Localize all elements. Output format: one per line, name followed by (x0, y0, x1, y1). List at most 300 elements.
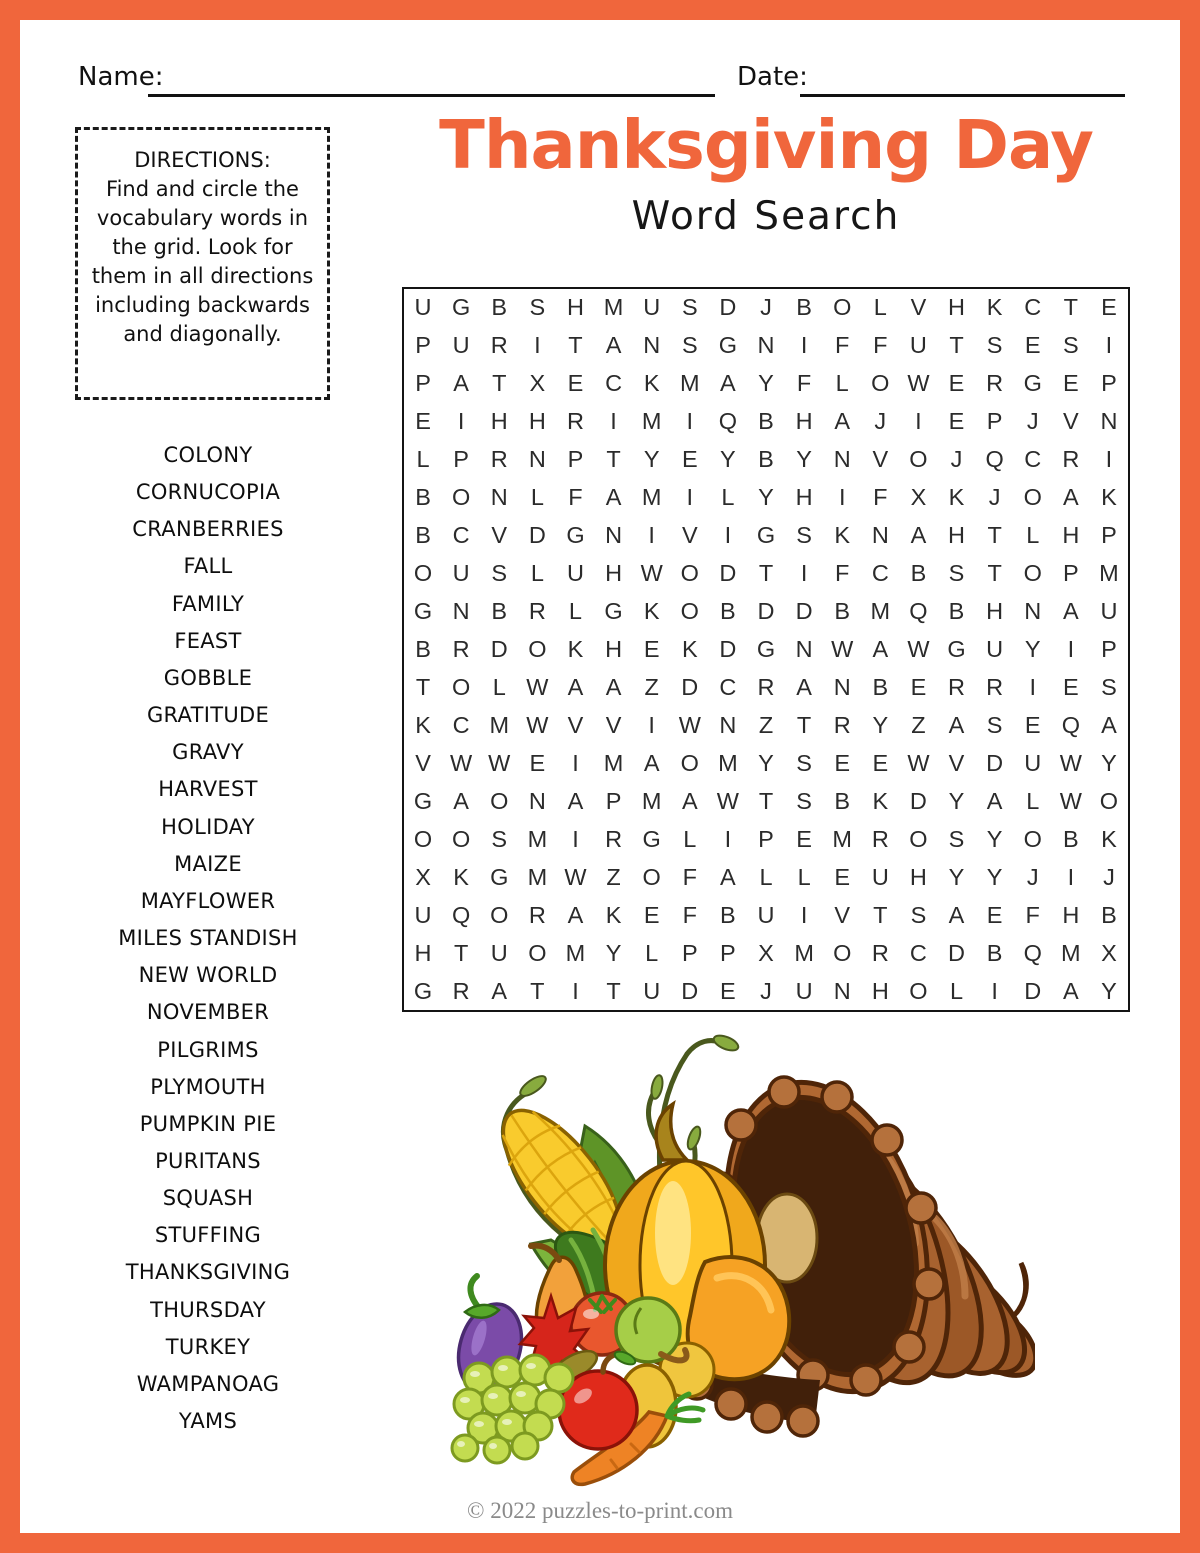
grid-letter: R (833, 711, 851, 738)
grid-letter: L (530, 560, 544, 587)
cornucopia-illustration (435, 1028, 1035, 1498)
grid-letter: U (871, 863, 889, 890)
grid-letter: O (1023, 560, 1042, 587)
grid-letter: M (641, 408, 662, 435)
grid-letter: S (681, 332, 698, 359)
grid-letter: H (795, 484, 813, 511)
grid-letter: E (872, 749, 889, 776)
word-list-item: HARVEST (158, 777, 258, 802)
grid-letter: B (948, 598, 965, 625)
grid-letter: V (681, 522, 698, 549)
grid-letter: D (795, 598, 813, 625)
grid-letter: W (907, 635, 930, 662)
grid-letter: L (568, 598, 582, 625)
grid-letter: R (986, 370, 1004, 397)
word-list-item: FAMILY (171, 591, 245, 616)
grid-letter: L (530, 484, 544, 511)
grid-letter: O (452, 673, 471, 700)
grid-letter: I (648, 522, 655, 549)
grid-letter: V (491, 522, 508, 549)
grid-letter: M (718, 749, 738, 776)
grid-letter: Q (1061, 711, 1080, 738)
grid-letter: N (757, 332, 775, 359)
grid-letter: K (605, 901, 622, 928)
word-list-item: NOVEMBER (146, 1000, 270, 1025)
grid-letter: Y (720, 446, 736, 473)
date-blank-line[interactable] (800, 94, 1125, 97)
grid-letter: E (567, 370, 584, 397)
grid-letter: I (1105, 332, 1113, 359)
grid-letter: G (642, 825, 661, 852)
grid-letter: E (643, 901, 660, 928)
grid-letter: F (682, 901, 697, 928)
grid-letter: W (1059, 787, 1082, 814)
grid-letter: U (452, 332, 470, 359)
grid-letter: F (568, 484, 583, 511)
grid-letter: Y (986, 825, 1003, 852)
word-list (58, 437, 358, 1440)
grid-letter: B (1101, 901, 1117, 928)
grid-letter: M (527, 863, 548, 890)
grid-letter: D (757, 598, 775, 625)
grid-letter: N (1024, 598, 1042, 625)
grid-letter: A (605, 332, 622, 359)
grid-letter: I (686, 408, 694, 435)
grid-letter: I (572, 977, 579, 1004)
grid-letter: I (1067, 863, 1075, 890)
grid-letter: M (679, 370, 700, 397)
grid-letter: O (680, 560, 699, 587)
grid-letter: H (490, 408, 508, 435)
grid-letter: Y (948, 863, 965, 890)
grid-letter: R (757, 673, 775, 700)
grid-letter: V (567, 711, 584, 738)
grid-letter: Q (718, 408, 738, 435)
grid-letter: A (567, 673, 584, 700)
grid-letter: V (910, 294, 927, 321)
grid-letter: I (1105, 446, 1113, 473)
grid-letter: V (1062, 408, 1079, 435)
grid-letter: U (986, 635, 1004, 662)
grid-letter: B (910, 560, 927, 587)
grid-letter: A (567, 901, 584, 928)
grid-letter: S (796, 749, 812, 776)
grid-letter: B (986, 939, 1003, 966)
grid-letter: G (604, 598, 623, 625)
grid-letter: N (528, 446, 546, 473)
word-list-item: FALL (183, 554, 233, 579)
grid-letter: P (453, 446, 469, 473)
grid-letter: L (721, 484, 735, 511)
grid-letter: C (719, 673, 737, 700)
page-title: Thanksgiving Day (439, 106, 1093, 184)
grid-letter: L (873, 294, 887, 321)
grid-letter: M (565, 939, 586, 966)
page-subtitle: Word Search (631, 194, 901, 239)
grid-letter: N (719, 711, 737, 738)
grid-letter: A (1062, 484, 1079, 511)
grid-letter: W (907, 370, 930, 397)
grid-letter: S (1062, 332, 1079, 359)
grid-letter: N (452, 598, 470, 625)
grid-letter: T (987, 560, 1002, 587)
grid-letter: W (526, 673, 549, 700)
grid-letter: P (415, 332, 431, 359)
word-list-item: MAYFLOWER (140, 888, 276, 913)
word-list-item: GRATITUDE (146, 703, 270, 728)
grid-letter: Z (606, 863, 621, 890)
grid-letter: E (720, 977, 736, 1004)
grid-letter: E (1062, 673, 1079, 700)
grid-letter: E (1062, 370, 1079, 397)
grid-letter: M (641, 787, 662, 814)
grid-letter: Y (1024, 635, 1041, 662)
grid-letter: H (1062, 522, 1080, 549)
grid-letter: T (796, 711, 812, 738)
grid-letter: F (835, 332, 850, 359)
grid-letter: F (835, 560, 850, 587)
grid-letter: V (834, 901, 851, 928)
grid-letter: X (758, 939, 774, 966)
grid-letter: G (566, 522, 585, 549)
grid-letter: Q (985, 446, 1004, 473)
grid-letter: V (948, 749, 965, 776)
grid-letter: O (1023, 825, 1042, 852)
grid-letter: B (796, 294, 812, 321)
grid-letter: W (716, 787, 739, 814)
grid-letter: S (796, 522, 812, 549)
word-list-item: WAMPANOAG (136, 1371, 280, 1396)
grid-letter: T (606, 446, 621, 473)
grid-letter: A (948, 901, 965, 928)
grid-letter: I (457, 408, 465, 435)
grid-letter: S (948, 560, 965, 587)
grid-letter: E (834, 749, 851, 776)
grid-letter: A (720, 370, 736, 397)
grid-letter: B (415, 484, 431, 511)
grid-letter: E (643, 635, 660, 662)
grid-letter: W (450, 749, 473, 776)
grid-letter: P (986, 408, 1003, 435)
grid-letter: O (833, 939, 852, 966)
grid-letter: W (488, 749, 511, 776)
puzzle-grid (402, 287, 1130, 1012)
grid-letter: H (948, 294, 966, 321)
grid-letter: O (909, 446, 928, 473)
grid-letter: O (642, 863, 661, 890)
grid-letter: B (491, 294, 508, 321)
grid-letter: Y (948, 787, 965, 814)
word-list-item: MAIZE (174, 851, 242, 876)
grid-letter: B (720, 901, 736, 928)
grid-letter: Q (1023, 939, 1042, 966)
grid-letter: Y (605, 939, 622, 966)
grid-letter: B (834, 598, 851, 625)
grid-letter: K (643, 370, 660, 397)
grid-letter: Y (1101, 977, 1117, 1004)
grid-letter: N (833, 446, 851, 473)
grid-letter: J (988, 484, 1001, 511)
grid-letter: G (1023, 370, 1042, 397)
grid-letter: K (681, 635, 698, 662)
grid-letter: N (871, 522, 889, 549)
grid-letter: T (492, 370, 507, 397)
grid-letter: C (452, 522, 470, 549)
grid-letter: S (491, 825, 508, 852)
grid-letter: O (452, 825, 471, 852)
word-list-item: STUFFING (154, 1223, 262, 1248)
grid-letter: E (986, 901, 1003, 928)
grid-letter: J (1103, 863, 1115, 890)
grid-letter: A (643, 749, 660, 776)
grid-letter: T (758, 787, 774, 814)
grid-letter: M (603, 294, 624, 321)
grid-letter: E (681, 446, 698, 473)
grid-letter: N (1100, 408, 1118, 435)
word-list-item: YAMS (178, 1409, 238, 1434)
grid-letter: X (1101, 939, 1117, 966)
directions-heading: DIRECTIONS: (134, 148, 271, 172)
grid-letter: T (453, 939, 469, 966)
grid-letter: O (909, 825, 928, 852)
grid-letter: E (796, 825, 812, 852)
grid-letter: C (605, 370, 623, 397)
grid-letter: L (492, 673, 506, 700)
grid-letter: K (1101, 825, 1117, 852)
grid-letter: B (758, 446, 774, 473)
grid-letter: V (415, 749, 431, 776)
grid-letter: I (1029, 673, 1036, 700)
grid-letter: L (835, 370, 849, 397)
grid-letter: Q (452, 901, 471, 928)
grid-letter: O (490, 787, 509, 814)
grid-letter: W (564, 863, 587, 890)
grid-letter: U (643, 294, 661, 321)
grid-letter: E (529, 749, 546, 776)
grid-letter: C (1024, 446, 1042, 473)
grid-letter: Z (644, 673, 659, 700)
grid-letter: P (1101, 635, 1117, 662)
grid-letter: I (1067, 635, 1075, 662)
grid-letter: U (414, 901, 432, 928)
grid-letter: B (872, 673, 889, 700)
grid-letter: R (871, 825, 889, 852)
grid-letter: P (567, 446, 584, 473)
grid-letter: U (452, 560, 470, 587)
word-list-item: CORNUCOPIA (135, 480, 281, 505)
grid-letter: L (759, 863, 773, 890)
grid-letter: C (871, 560, 889, 587)
grid-letter: O (680, 749, 699, 776)
grid-letter: A (567, 787, 584, 814)
grid-letter: A (491, 977, 508, 1004)
grid-letter: W (907, 749, 930, 776)
grid-letter: S (491, 560, 508, 587)
grid-letter: D (719, 294, 737, 321)
grid-letter: Y (758, 749, 774, 776)
grid-letter: K (948, 484, 965, 511)
grid-letter: N (833, 977, 851, 1004)
grid-letter: K (643, 598, 660, 625)
word-list-item: PUMPKIN PIE (139, 1111, 277, 1136)
grid-letter: Y (643, 446, 660, 473)
grid-letter: N (795, 635, 813, 662)
word-list-item: THANKSGIVING (125, 1260, 291, 1285)
grid-letter: B (415, 635, 431, 662)
grid-letter: B (1062, 825, 1079, 852)
grid-letter: I (534, 332, 541, 359)
grid-letter: E (1101, 294, 1117, 321)
word-list-item: SQUASH (162, 1186, 254, 1211)
grid-letter: E (1024, 711, 1041, 738)
word-list-item: GRAVY (172, 740, 244, 765)
grid-letter: R (528, 598, 546, 625)
grid-letter: R (986, 673, 1004, 700)
grid-letter: A (1062, 977, 1079, 1004)
grid-letter: T (873, 901, 888, 928)
grid-letter: T (987, 522, 1002, 549)
grid-letter: L (683, 825, 697, 852)
grid-letter: E (948, 370, 965, 397)
grid-letter: L (1026, 787, 1040, 814)
grid-letter: T (606, 977, 621, 1004)
grid-letter: Y (796, 446, 812, 473)
grid-letter: A (872, 635, 889, 662)
grid-letter: A (453, 370, 469, 397)
grid-letter: U (1024, 749, 1042, 776)
grid-letter: W (526, 711, 549, 738)
grid-letter: S (948, 825, 965, 852)
grid-letter: M (1061, 939, 1081, 966)
grid-letter: N (528, 787, 546, 814)
grid-letter: K (872, 787, 889, 814)
grid-letter: H (414, 939, 432, 966)
grid-letter: U (490, 939, 508, 966)
grid-letter: S (986, 711, 1003, 738)
grid-letter: I (686, 484, 694, 511)
grid-letter: V (872, 446, 889, 473)
grid-letter: S (986, 332, 1003, 359)
grid-letter: G (718, 332, 738, 359)
grid-letter: L (797, 863, 811, 890)
grid-letter: J (760, 294, 772, 321)
copyright-text: © 2022 puzzles-to-print.com (467, 1498, 733, 1523)
grid-letter: G (756, 635, 776, 662)
grid-letter: H (986, 598, 1004, 625)
grid-letter: U (757, 901, 775, 928)
word-list-item: NEW WORLD (138, 963, 278, 988)
grid-letter: R (490, 446, 508, 473)
grid-letter: S (1101, 673, 1117, 700)
grid-letter: I (800, 332, 808, 359)
grid-letter: A (1062, 598, 1079, 625)
grid-letter: A (605, 484, 622, 511)
grid-letter: M (603, 749, 624, 776)
grid-letter: I (724, 825, 732, 852)
grid-letter: S (796, 787, 812, 814)
grid-letter: K (986, 294, 1003, 321)
word-list-item: PILGRIMS (157, 1037, 259, 1062)
grid-letter: M (527, 825, 548, 852)
grid-letter: Z (911, 711, 926, 738)
grid-letter: M (641, 484, 662, 511)
grid-letter: E (948, 408, 965, 435)
grid-letter: K (567, 635, 584, 662)
grid-letter: I (724, 522, 732, 549)
grid-letter: F (873, 332, 888, 359)
grid-letter: O (833, 294, 852, 321)
grid-letter: D (909, 787, 927, 814)
grid-letter: U (414, 294, 432, 321)
grid-letter: T (1063, 294, 1079, 321)
grid-letter: A (796, 673, 812, 700)
grapes (452, 1355, 573, 1463)
grid-letter: E (415, 408, 431, 435)
grid-letter: C (909, 939, 927, 966)
grid-letter: W (678, 711, 701, 738)
grid-letter: D (719, 635, 737, 662)
word-list-item: HOLIDAY (161, 814, 255, 839)
grid-letter: S (529, 294, 546, 321)
directions-body: Find and circle the vocabulary words in the grid. Look for them in all directions including backwards and diagonally. (91, 177, 314, 346)
grid-letter: G (490, 863, 509, 890)
grid-letter: T (758, 560, 774, 587)
grid-letter: D (948, 939, 966, 966)
grid-letter: V (605, 711, 622, 738)
word-list-item: TURKEY (165, 1334, 251, 1359)
grid-letter: N (833, 673, 851, 700)
grid-letter: A (681, 787, 698, 814)
grid-letter: B (758, 408, 774, 435)
grid-letter: K (453, 863, 469, 890)
grid-letter: I (572, 825, 579, 852)
grid-letter: B (491, 598, 508, 625)
grid-letter: T (568, 332, 583, 359)
grid-letter: R (452, 977, 470, 1004)
grid-letter: R (490, 332, 508, 359)
grid-letter: D (1024, 977, 1042, 1004)
grid-letter: J (950, 446, 963, 473)
grid-letter: G (413, 787, 433, 814)
grid-letter: L (949, 977, 964, 1004)
grid-letter: O (680, 598, 699, 625)
grid-letter: D (490, 635, 508, 662)
grid-letter: P (720, 939, 736, 966)
grid-letter: S (681, 294, 698, 321)
grid-letter: A (834, 408, 851, 435)
grid-letter: P (1101, 370, 1117, 397)
name-blank-line[interactable] (148, 94, 715, 97)
grid-letter: B (834, 787, 851, 814)
grid-letter: A (910, 522, 927, 549)
grid-letter: M (489, 711, 510, 738)
word-list-item: COLONY (163, 443, 253, 467)
grid-letter: O (490, 901, 509, 928)
grid-letter: W (1059, 749, 1082, 776)
grid-letter: I (572, 749, 579, 776)
grid-letter: H (871, 977, 889, 1004)
grid-letter: D (986, 749, 1004, 776)
grid-letter: U (1100, 598, 1118, 625)
grid-letter: T (530, 977, 545, 1004)
grid-letter: O (452, 484, 471, 511)
grid-letter: P (758, 825, 774, 852)
grid-letter: U (909, 332, 927, 359)
grid-letter: W (831, 635, 854, 662)
grid-letter: L (645, 939, 659, 966)
grid-letter: T (415, 673, 431, 700)
word-list-item: MILES STANDISH (118, 926, 298, 951)
